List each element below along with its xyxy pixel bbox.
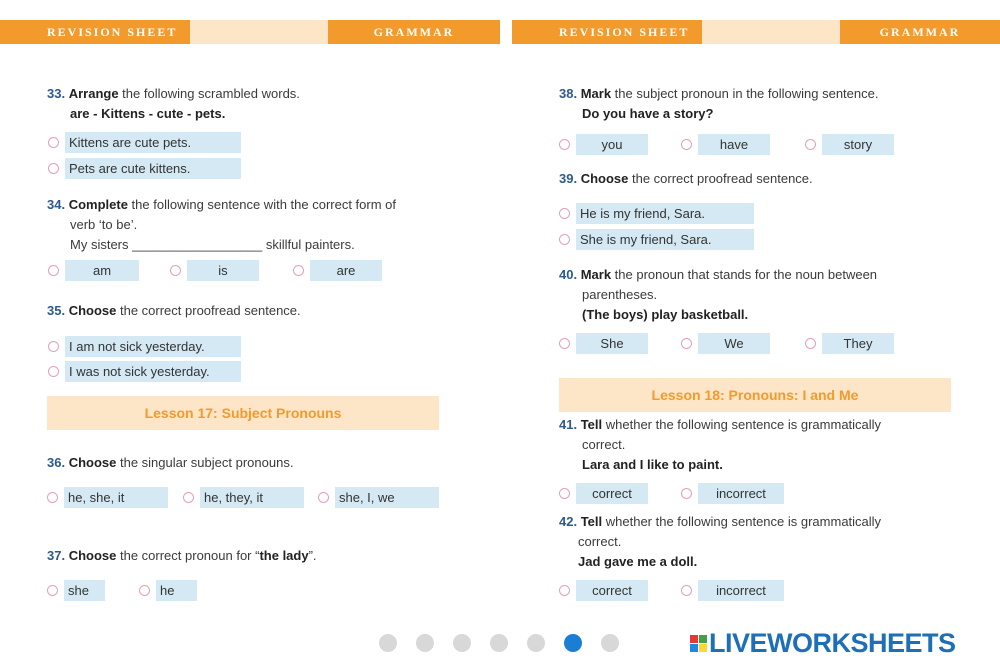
question-verb: Choose (68, 303, 117, 318)
option[interactable] (48, 361, 241, 382)
radio-button[interactable] (559, 234, 570, 245)
question-number: 42. (559, 514, 578, 529)
header-right-title-bar (512, 20, 702, 44)
option-label[interactable]: you (576, 134, 648, 155)
question-text: the correct pronoun for “ (116, 548, 260, 563)
option[interactable] (293, 260, 382, 281)
question-text: the following scrambled words. (118, 86, 300, 101)
header-left-title: REVISION SHEET (47, 24, 178, 39)
question-prompt: Do you have a story? (582, 106, 714, 121)
radio-button[interactable] (47, 492, 58, 503)
lesson-17-heading: Lesson 17: Subject Pronouns (47, 396, 439, 430)
option-label[interactable]: have (698, 134, 770, 155)
question-verb: Arrange (68, 86, 119, 101)
option-label[interactable]: She is my friend, Sara. (576, 229, 754, 250)
radio-button[interactable] (681, 585, 692, 596)
option[interactable] (559, 333, 648, 354)
option[interactable] (559, 229, 754, 250)
option[interactable] (681, 483, 784, 504)
question-number: 39. (559, 171, 578, 186)
question-verb: Mark (580, 86, 612, 101)
option-label[interactable]: They (822, 333, 894, 354)
radio-button[interactable] (559, 488, 570, 499)
question-text: the subject pronoun in the following sentence. (611, 86, 879, 101)
question-text: the pronoun that stands for the noun between (611, 267, 878, 282)
option-label[interactable]: I was not sick yesterday. (65, 361, 241, 382)
question-text-line2: correct. (578, 534, 622, 549)
question-number: 33. (47, 86, 66, 101)
option[interactable] (183, 487, 304, 508)
logo-tile (690, 644, 698, 652)
header-right-spacer (702, 20, 840, 44)
option-label[interactable]: he, they, it (200, 487, 304, 508)
radio-button[interactable] (47, 585, 58, 596)
radio-button[interactable] (559, 139, 570, 150)
radio-button[interactable] (48, 163, 59, 174)
header-left-section-bar (328, 20, 500, 44)
option-label[interactable]: We (698, 333, 770, 354)
question-text-line2: correct. (582, 437, 626, 452)
question-text: whether the following sentence is grammatically (602, 417, 882, 432)
logo-icon (690, 635, 707, 652)
question-verb: Choose (580, 171, 629, 186)
page-dot-6[interactable] (564, 634, 582, 652)
question-verb: Mark (580, 267, 612, 282)
radio-button[interactable] (170, 265, 181, 276)
question-number: 37. (47, 548, 66, 563)
header-right-title: REVISION SHEET (559, 24, 690, 39)
option-label[interactable]: he, she, it (64, 487, 168, 508)
option-label[interactable]: correct (576, 483, 648, 504)
header-left-section: GRAMMAR (373, 24, 455, 39)
option[interactable] (170, 260, 259, 281)
header-right-section-bar (840, 20, 1000, 44)
option-label[interactable]: correct (576, 580, 648, 601)
question-emphasis: the lady (259, 548, 309, 563)
radio-button[interactable] (318, 492, 329, 503)
option[interactable] (681, 333, 770, 354)
option[interactable] (559, 580, 648, 601)
question-text: the correct proofread sentence. (116, 303, 301, 318)
option[interactable] (47, 580, 105, 601)
question-verb: Choose (68, 455, 117, 470)
page-dot-5[interactable] (527, 634, 545, 652)
option-label[interactable]: Pets are cute kittens. (65, 158, 241, 179)
question-text-line2: parentheses. (582, 287, 658, 302)
option-label[interactable]: story (822, 134, 894, 155)
option[interactable] (559, 134, 648, 155)
header-left-title-bar (0, 20, 190, 44)
option[interactable] (559, 483, 648, 504)
question-number: 34. (47, 197, 66, 212)
option-label[interactable]: she (64, 580, 105, 601)
option-label[interactable]: incorrect (698, 580, 784, 601)
option[interactable] (805, 134, 894, 155)
question-number: 41. (559, 417, 578, 432)
option[interactable] (681, 134, 770, 155)
page-dot-3[interactable] (453, 634, 471, 652)
question-number: 35. (47, 303, 66, 318)
question-verb: Tell (580, 417, 603, 432)
question-35 (47, 301, 301, 321)
option-label[interactable]: is (187, 260, 259, 281)
question-verb: Complete (68, 197, 128, 212)
option[interactable] (48, 158, 241, 179)
lesson-18-heading: Lesson 18: Pronouns: I and Me (559, 378, 951, 412)
question-verb: Tell (580, 514, 603, 529)
radio-button[interactable] (48, 341, 59, 352)
question-prompt: (The boys) play basketball. (582, 307, 749, 322)
option[interactable] (48, 132, 241, 153)
radio-button[interactable] (48, 265, 59, 276)
option-label[interactable]: I am not sick yesterday. (65, 336, 241, 357)
question-number: 38. (559, 86, 578, 101)
option[interactable] (139, 580, 197, 601)
option[interactable] (47, 487, 168, 508)
question-37 (47, 546, 317, 566)
page-dot-7[interactable] (601, 634, 619, 652)
radio-button[interactable] (559, 208, 570, 219)
option-label[interactable]: am (65, 260, 139, 281)
radio-button[interactable] (681, 488, 692, 499)
header-right-section: GRAMMAR (879, 24, 961, 39)
radio-button[interactable] (139, 585, 150, 596)
option-label[interactable]: Kittens are cute pets. (65, 132, 241, 153)
logo-tile (690, 635, 698, 643)
option-label[interactable]: incorrect (698, 483, 784, 504)
radio-button[interactable] (48, 137, 59, 148)
header-left-spacer (190, 20, 328, 44)
question-41 (559, 415, 881, 475)
question-38 (559, 84, 878, 124)
question-prompt: are - Kittens - cute - pets. (70, 106, 226, 121)
question-42 (559, 512, 881, 572)
option[interactable] (559, 203, 754, 224)
logo-tile (699, 635, 707, 643)
question-text-end: ”. (308, 548, 317, 563)
question-text-line2: verb ‘to be’. (70, 217, 138, 232)
radio-button[interactable] (805, 338, 816, 349)
question-34 (47, 195, 396, 255)
option-label[interactable]: are (310, 260, 382, 281)
logo-tile (699, 644, 707, 652)
option-label[interactable]: She (576, 333, 648, 354)
question-text: the correct proofread sentence. (628, 171, 813, 186)
option[interactable] (805, 333, 894, 354)
question-33 (47, 84, 300, 124)
radio-button[interactable] (805, 139, 816, 150)
radio-button[interactable] (681, 139, 692, 150)
question-verb: Choose (68, 548, 117, 563)
option-label[interactable]: he (156, 580, 197, 601)
radio-button[interactable] (559, 338, 570, 349)
option[interactable] (48, 260, 139, 281)
question-prompt: Lara and I like to paint. (582, 457, 723, 472)
page-dot-4[interactable] (490, 634, 508, 652)
question-text: the singular subject pronouns. (116, 455, 294, 470)
radio-button[interactable] (559, 585, 570, 596)
question-text: whether the following sentence is grammatically (602, 514, 882, 529)
option-label[interactable]: He is my friend, Sara. (576, 203, 754, 224)
question-number: 36. (47, 455, 66, 470)
liveworksheets-logo[interactable] (690, 628, 956, 659)
page-dot-2[interactable] (416, 634, 434, 652)
radio-button[interactable] (293, 265, 304, 276)
radio-button[interactable] (681, 338, 692, 349)
question-text: the following sentence with the correct form of (127, 197, 397, 212)
radio-button[interactable] (183, 492, 194, 503)
logo-text: LIVEWORKSHEETS (709, 628, 956, 658)
option[interactable] (681, 580, 784, 601)
question-prompt: My sisters __________________ skillful painters. (70, 237, 355, 252)
question-40 (559, 265, 877, 325)
question-prompt: Jad gave me a doll. (578, 554, 698, 569)
option[interactable] (318, 487, 439, 508)
question-number: 40. (559, 267, 578, 282)
option-label[interactable]: she, I, we (335, 487, 439, 508)
question-36 (47, 453, 293, 473)
page-dot-1[interactable] (379, 634, 397, 652)
question-39 (559, 169, 813, 189)
radio-button[interactable] (48, 366, 59, 377)
option[interactable] (48, 336, 241, 357)
